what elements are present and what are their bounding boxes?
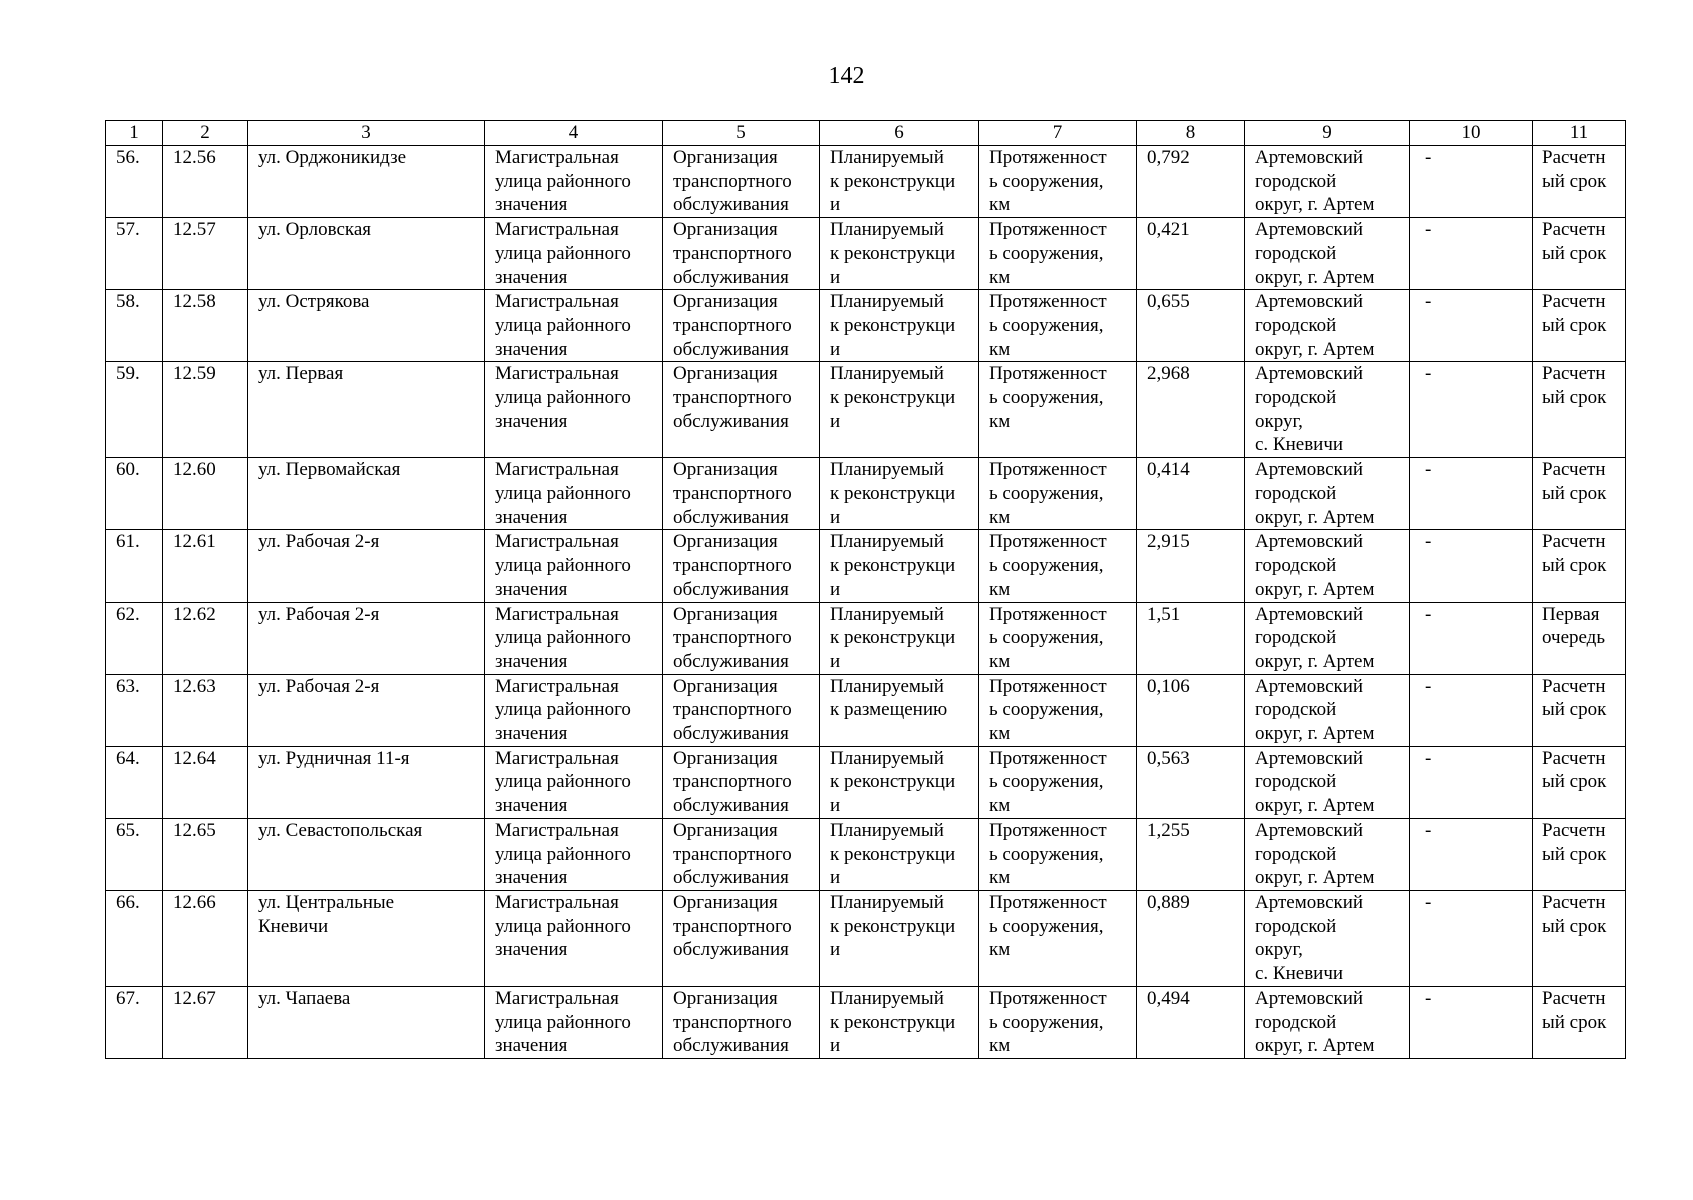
cell-value: 0,494: [1137, 986, 1245, 1058]
column-header: 6: [820, 121, 979, 146]
cell-zone: -: [1410, 818, 1533, 890]
cell-location: Артемовский городской округ, г. Артем: [1245, 146, 1410, 218]
cell-zone: -: [1410, 218, 1533, 290]
cell-value: 0,655: [1137, 290, 1245, 362]
column-header: 5: [663, 121, 820, 146]
cell-code: 12.56: [163, 146, 248, 218]
column-header: 8: [1137, 121, 1245, 146]
cell-code: 12.59: [163, 362, 248, 458]
cell-name: ул. Рабочая 2-я: [248, 674, 485, 746]
cell-name: ул. Рабочая 2-я: [248, 602, 485, 674]
cell-location: Артемовский городской округ, г. Артем: [1245, 218, 1410, 290]
table-row: [106, 218, 1626, 290]
cell-status: Планируемый к реконструкци и: [820, 602, 979, 674]
page-number: 142: [828, 63, 865, 89]
cell-value: 2,915: [1137, 530, 1245, 602]
cell-name: ул. Первомайская: [248, 458, 485, 530]
cell-status: Планируемый к реконструкци и: [820, 218, 979, 290]
cell-zone: -: [1410, 458, 1533, 530]
cell-param: Протяженност ь сооружения, км: [979, 218, 1137, 290]
cell-location: Артемовский городской округ, г. Артем: [1245, 602, 1410, 674]
cell-n: 62.: [106, 602, 163, 674]
cell-param: Протяженност ь сооружения, км: [979, 986, 1137, 1058]
cell-location: Артемовский городской округ, г. Артем: [1245, 674, 1410, 746]
cell-type: Магистральная улица районного значения: [485, 146, 663, 218]
column-header: 1: [106, 121, 163, 146]
cell-location: Артемовский городской округ, г. Артем: [1245, 290, 1410, 362]
cell-status: Планируемый к реконструкци и: [820, 986, 979, 1058]
cell-type: Магистральная улица районного значения: [485, 362, 663, 458]
cell-n: 56.: [106, 146, 163, 218]
cell-code: 12.65: [163, 818, 248, 890]
table-row: [106, 890, 1626, 986]
cell-value: 0,421: [1137, 218, 1245, 290]
cell-purpose: Организация транспортного обслуживания: [663, 218, 820, 290]
cell-zone: -: [1410, 746, 1533, 818]
cell-name: ул. Орджоникидзе: [248, 146, 485, 218]
cell-purpose: Организация транспортного обслуживания: [663, 458, 820, 530]
cell-type: Магистральная улица районного значения: [485, 986, 663, 1058]
cell-n: 57.: [106, 218, 163, 290]
cell-code: 12.58: [163, 290, 248, 362]
cell-value: 0,414: [1137, 458, 1245, 530]
cell-param: Протяженност ь сооружения, км: [979, 362, 1137, 458]
column-header: 7: [979, 121, 1137, 146]
table-row: [106, 290, 1626, 362]
cell-zone: -: [1410, 890, 1533, 986]
cell-n: 58.: [106, 290, 163, 362]
cell-purpose: Организация транспортного обслуживания: [663, 746, 820, 818]
cell-name: ул. Орловская: [248, 218, 485, 290]
cell-name: ул. Центральные Кневичи: [248, 890, 485, 986]
cell-value: 1,51: [1137, 602, 1245, 674]
cell-n: 65.: [106, 818, 163, 890]
cell-status: Планируемый к реконструкци и: [820, 746, 979, 818]
cell-term: Расчетн ый срок: [1533, 530, 1626, 602]
cell-code: 12.66: [163, 890, 248, 986]
cell-type: Магистральная улица районного значения: [485, 602, 663, 674]
cell-code: 12.62: [163, 602, 248, 674]
cell-type: Магистральная улица районного значения: [485, 674, 663, 746]
cell-n: 59.: [106, 362, 163, 458]
cell-value: 2,968: [1137, 362, 1245, 458]
cell-purpose: Организация транспортного обслуживания: [663, 530, 820, 602]
cell-purpose: Организация транспортного обслуживания: [663, 146, 820, 218]
column-header: 11: [1533, 121, 1626, 146]
cell-code: 12.57: [163, 218, 248, 290]
cell-location: Артемовский городской округ, с. Кневичи: [1245, 890, 1410, 986]
cell-code: 12.63: [163, 674, 248, 746]
cell-param: Протяженност ь сооружения, км: [979, 458, 1137, 530]
cell-term: Расчетн ый срок: [1533, 290, 1626, 362]
cell-name: ул. Острякова: [248, 290, 485, 362]
cell-value: 0,563: [1137, 746, 1245, 818]
table-row: [106, 146, 1626, 218]
cell-purpose: Организация транспортного обслуживания: [663, 674, 820, 746]
cell-location: Артемовский городской округ, с. Кневичи: [1245, 362, 1410, 458]
cell-value: 0,106: [1137, 674, 1245, 746]
cell-name: ул. Чапаева: [248, 986, 485, 1058]
table-row: [106, 530, 1626, 602]
cell-status: Планируемый к реконструкци и: [820, 362, 979, 458]
cell-term: Расчетн ый срок: [1533, 986, 1626, 1058]
cell-value: 1,255: [1137, 818, 1245, 890]
cell-n: 61.: [106, 530, 163, 602]
cell-purpose: Организация транспортного обслуживания: [663, 818, 820, 890]
cell-code: 12.61: [163, 530, 248, 602]
table-row: [106, 746, 1626, 818]
cell-code: 12.67: [163, 986, 248, 1058]
cell-location: Артемовский городской округ, г. Артем: [1245, 986, 1410, 1058]
table-row: [106, 674, 1626, 746]
cell-term: Расчетн ый срок: [1533, 890, 1626, 986]
cell-type: Магистральная улица районного значения: [485, 218, 663, 290]
cell-code: 12.60: [163, 458, 248, 530]
column-header: 9: [1245, 121, 1410, 146]
cell-term: Расчетн ый срок: [1533, 746, 1626, 818]
cell-n: 67.: [106, 986, 163, 1058]
cell-param: Протяженност ь сооружения, км: [979, 602, 1137, 674]
cell-status: Планируемый к реконструкци и: [820, 818, 979, 890]
cell-param: Протяженност ь сооружения, км: [979, 146, 1137, 218]
cell-param: Протяженност ь сооружения, км: [979, 746, 1137, 818]
cell-location: Артемовский городской округ, г. Артем: [1245, 458, 1410, 530]
cell-location: Артемовский городской округ, г. Артем: [1245, 746, 1410, 818]
cell-term: Первая очередь: [1533, 602, 1626, 674]
cell-type: Магистральная улица районного значения: [485, 746, 663, 818]
cell-status: Планируемый к реконструкци и: [820, 890, 979, 986]
cell-zone: -: [1410, 146, 1533, 218]
cell-name: ул. Первая: [248, 362, 485, 458]
table-row: [106, 362, 1626, 458]
cell-term: Расчетн ый срок: [1533, 818, 1626, 890]
cell-name: ул. Рабочая 2-я: [248, 530, 485, 602]
cell-status: Планируемый к размещению: [820, 674, 979, 746]
cell-zone: -: [1410, 986, 1533, 1058]
cell-type: Магистральная улица районного значения: [485, 458, 663, 530]
cell-n: 64.: [106, 746, 163, 818]
cell-value: 0,792: [1137, 146, 1245, 218]
cell-type: Магистральная улица районного значения: [485, 530, 663, 602]
cell-param: Протяженност ь сооружения, км: [979, 674, 1137, 746]
cell-type: Магистральная улица районного значения: [485, 890, 663, 986]
cell-status: Планируемый к реконструкци и: [820, 530, 979, 602]
column-header: 2: [163, 121, 248, 146]
cell-zone: -: [1410, 362, 1533, 458]
cell-purpose: Организация транспортного обслуживания: [663, 290, 820, 362]
cell-type: Магистральная улица районного значения: [485, 290, 663, 362]
cell-zone: -: [1410, 674, 1533, 746]
cell-n: 60.: [106, 458, 163, 530]
cell-term: Расчетн ый срок: [1533, 458, 1626, 530]
cell-location: Артемовский городской округ, г. Артем: [1245, 530, 1410, 602]
cell-zone: -: [1410, 290, 1533, 362]
cell-name: ул. Севастопольская: [248, 818, 485, 890]
table-body: [106, 146, 1626, 1059]
table-row: [106, 986, 1626, 1058]
cell-location: Артемовский городской округ, г. Артем: [1245, 818, 1410, 890]
cell-term: Расчетн ый срок: [1533, 674, 1626, 746]
cell-status: Планируемый к реконструкци и: [820, 290, 979, 362]
cell-param: Протяженност ь сооружения, км: [979, 890, 1137, 986]
cell-param: Протяженност ь сооружения, км: [979, 290, 1137, 362]
cell-value: 0,889: [1137, 890, 1245, 986]
data-table: [105, 120, 1626, 1059]
cell-status: Планируемый к реконструкци и: [820, 458, 979, 530]
cell-param: Протяженност ь сооружения, км: [979, 818, 1137, 890]
table-row: [106, 458, 1626, 530]
cell-zone: -: [1410, 602, 1533, 674]
cell-status: Планируемый к реконструкци и: [820, 146, 979, 218]
table-row: [106, 602, 1626, 674]
cell-term: Расчетн ый срок: [1533, 146, 1626, 218]
cell-param: Протяженност ь сооружения, км: [979, 530, 1137, 602]
cell-zone: -: [1410, 530, 1533, 602]
cell-name: ул. Рудничная 11-я: [248, 746, 485, 818]
cell-term: Расчетн ый срок: [1533, 218, 1626, 290]
cell-purpose: Организация транспортного обслуживания: [663, 362, 820, 458]
column-header: 3: [248, 121, 485, 146]
cell-n: 66.: [106, 890, 163, 986]
cell-purpose: Организация транспортного обслуживания: [663, 986, 820, 1058]
cell-purpose: Организация транспортного обслуживания: [663, 602, 820, 674]
header-row: [106, 121, 1626, 146]
column-header: 10: [1410, 121, 1533, 146]
cell-code: 12.64: [163, 746, 248, 818]
column-header: 4: [485, 121, 663, 146]
table-row: [106, 818, 1626, 890]
cell-n: 63.: [106, 674, 163, 746]
cell-term: Расчетн ый срок: [1533, 362, 1626, 458]
cell-type: Магистральная улица районного значения: [485, 818, 663, 890]
cell-purpose: Организация транспортного обслуживания: [663, 890, 820, 986]
